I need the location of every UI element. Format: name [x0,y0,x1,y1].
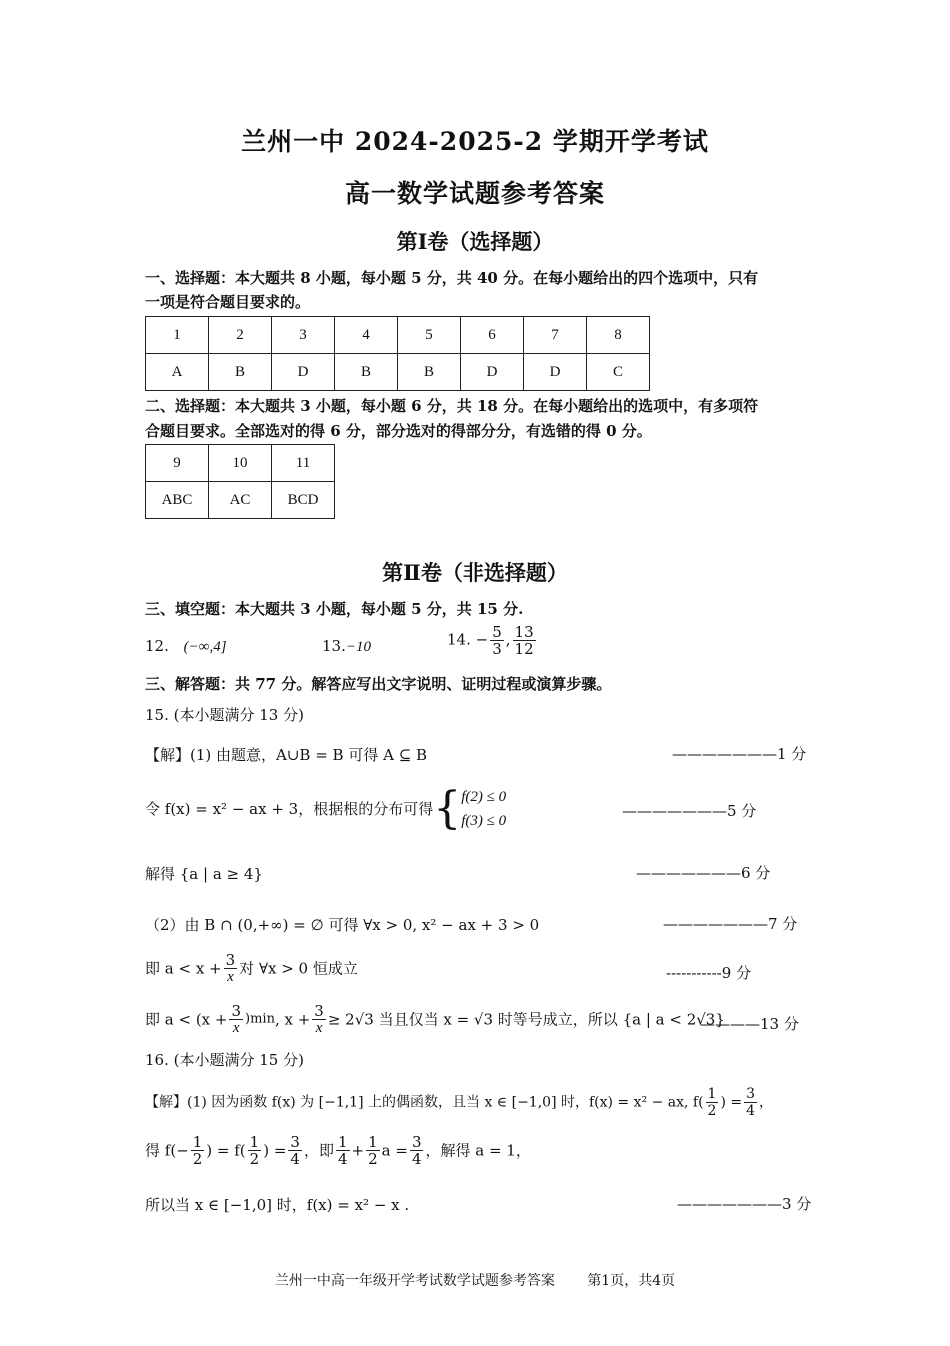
fill-answer-12 [145,634,227,659]
denominator: 4 [337,1150,348,1168]
q15-step6 [145,1003,725,1036]
denominator: x [232,1020,240,1036]
fraction [288,1134,302,1167]
table-cell: 3 [272,317,335,354]
fraction [744,1086,757,1119]
step-text: 【解】(1) 因为函数 f(x) 为 [−1,1] 上的偶函数，且当 x ∈ [−1,0] 时，f(x) = x² − ax, f( [145,1094,704,1111]
answer-sign: − [475,630,489,649]
numerator: 3 [314,1002,324,1020]
q15-step1: 【解】(1) 由题意，A∪B = B 可得 A ⊆ B [145,746,428,764]
table-cell: B [335,354,398,391]
denominator: 4 [290,1150,300,1168]
table-row-numbers [146,317,650,354]
fraction [706,1086,719,1119]
step-text: 即 a < x + [145,959,222,978]
fraction [191,1134,205,1167]
denominator: 2 [368,1150,378,1168]
answer-value: −10 [345,639,371,655]
q15-step6-score: ————13 分 [700,1015,799,1033]
table-cell: BCD [272,482,335,519]
q15-step3: 解得 {a | a ≥ 4} [145,865,263,883]
step-text: a = [381,1141,408,1160]
step-text: ) = [263,1141,287,1160]
table-cell: D [524,354,587,391]
fraction [410,1134,424,1167]
denominator: 2 [249,1150,260,1168]
denominator: x [227,969,234,985]
answer-table-single-choice [145,316,650,391]
step-text: 即 a < (x + [145,1010,228,1029]
fraction [366,1134,380,1167]
doc-subtitle: 高一数学试题参考答案 [344,179,605,208]
q16-step3: 所以当 x ∈ [−1,0] 时，f(x) = x² − x . [145,1196,410,1214]
numerator: 1 [192,1133,203,1151]
q15-step5 [145,952,358,985]
step-text: 令 f(x) = x² − ax + 3，根据根的分布可得 [145,800,434,818]
q15-step3-score: ———————6 分 [636,864,771,882]
table-cell: 4 [335,317,398,354]
q15-header: 15. (本小题满分 13 分) [145,706,304,724]
table-cell: C [587,354,650,391]
step-text: 得 f(− [145,1141,189,1160]
step-text: 对 ∀x > 0 恒成立 [239,959,358,978]
table-row-numbers [146,445,335,482]
page-footer [0,1270,950,1290]
q16-step1 [145,1086,773,1119]
footer-doc-name: 兰州一中高一年级开学考试数学试题参考答案 [274,1273,555,1289]
table-cell: 2 [209,317,272,354]
doc-title: 兰州一中 2024-2025-2 学期开学考试 [241,127,709,156]
brace-icon: { [433,783,462,834]
denominator: 2 [707,1103,717,1119]
section1-instruction-line1: 一、选择题：本大题共 8 小题，每小题 5 分，共 40 分。在每小题给出的四个选项中，只有 [145,269,759,287]
numerator: 3 [225,951,236,969]
step-text: ， [759,1094,774,1111]
denominator: 3 [492,640,502,658]
q16-header: 16. (本小题满分 15 分) [145,1051,304,1069]
denominator: 12 [514,640,534,658]
step-text: ，即 [303,1141,334,1160]
q15-step2-score: ———————5 分 [622,802,757,820]
table-cell: 7 [524,317,587,354]
fraction [490,624,504,657]
question-number: 14. [447,630,471,649]
system-line: f(3) ≤ 0 [461,813,507,829]
fill-answer-14 [447,624,538,657]
step-text: + [351,1141,365,1160]
numerator: 3 [411,1133,422,1151]
step-text: ≥ 2√3 当且仅当 x = √3 时等号成立，所以 {a | a < 2√3} [327,1010,725,1029]
denominator: 4 [411,1150,422,1168]
table-row-answers [146,354,650,391]
q15-step4-score: ———————7 分 [663,915,798,933]
section1-instruction-line2: 一项是符合题目要求的。 [145,293,311,311]
table-cell: 10 [209,445,272,482]
numerator: 13 [514,623,534,641]
q15-step2 [145,785,506,833]
question-number: 13. [322,637,346,655]
numerator: 3 [290,1133,300,1151]
table-cell: B [398,354,461,391]
numerator: 3 [746,1086,756,1102]
denominator: x [315,1020,323,1036]
inequality-system [461,785,506,833]
section4-instruction: 三、解答题：共 77 分。解答应写出文字说明、证明过程或演算步骤。 [145,675,612,693]
page-number: 第1页，共4页 [587,1273,676,1289]
fraction [229,1003,243,1036]
section2-instruction-line2: 合题目要求。全部选对的得 6 分，部分选对的得部分分，有选错的得 0 分。 [145,422,652,440]
table-cell: D [272,354,335,391]
numerator: 1 [707,1086,717,1102]
fraction [513,624,536,657]
numerator: 3 [231,1002,242,1020]
part1-heading: 第Ⅰ卷（选择题） [396,229,554,254]
q16-step3-score: ———————3 分 [677,1195,812,1213]
section3-instruction: 三、填空题：本大题共 3 小题，每小题 5 分，共 15 分. [145,600,524,618]
denominator: 4 [746,1103,756,1119]
step-text: , x + [274,1010,311,1029]
fraction [336,1134,350,1167]
subscript-min: )min [245,1011,275,1027]
table-cell: 11 [272,445,335,482]
part2-heading: 第Ⅱ卷（非选择题） [382,560,568,585]
table-cell: 8 [587,317,650,354]
table-cell: AC [209,482,272,519]
table-cell: 6 [461,317,524,354]
numerator: 1 [368,1133,378,1151]
separator: , [505,630,511,649]
table-cell: D [461,354,524,391]
fraction [312,1003,326,1036]
q15-step5-score: -----------9 分 [666,964,752,982]
system-line: f(2) ≤ 0 [461,789,507,805]
numerator: 1 [249,1133,260,1151]
numerator: 5 [492,623,502,641]
step-text: ) = f( [206,1141,246,1160]
numerator: 1 [337,1133,348,1151]
fraction [224,952,238,985]
table-cell: A [146,354,209,391]
table-cell: 1 [146,317,209,354]
table-cell: B [209,354,272,391]
table-cell: ABC [146,482,209,519]
denominator: 2 [192,1150,203,1168]
step-text: ) = [720,1094,743,1111]
section2-instruction-line1: 二、选择题：本大题共 3 小题，每小题 6 分，共 18 分。在每小题给出的选项中，有多项符 [145,397,759,415]
answer-value: (−∞,4] [183,639,227,655]
question-number: 12. [145,637,169,655]
answer-table-multi-choice [145,444,335,519]
table-cell: 5 [398,317,461,354]
table-row-answers [146,482,335,519]
fraction [248,1134,262,1167]
q15-step1-score: ———————1 分 [672,745,807,763]
q15-step4: （2）由 B ∩ (0,+∞) = ∅ 可得 ∀x > 0, x² − ax + 3 > 0 [145,916,540,934]
step-text: ，解得 a = 1， [425,1141,531,1160]
fill-answer-13 [322,634,371,659]
table-cell: 9 [146,445,209,482]
q16-step2 [145,1134,531,1167]
